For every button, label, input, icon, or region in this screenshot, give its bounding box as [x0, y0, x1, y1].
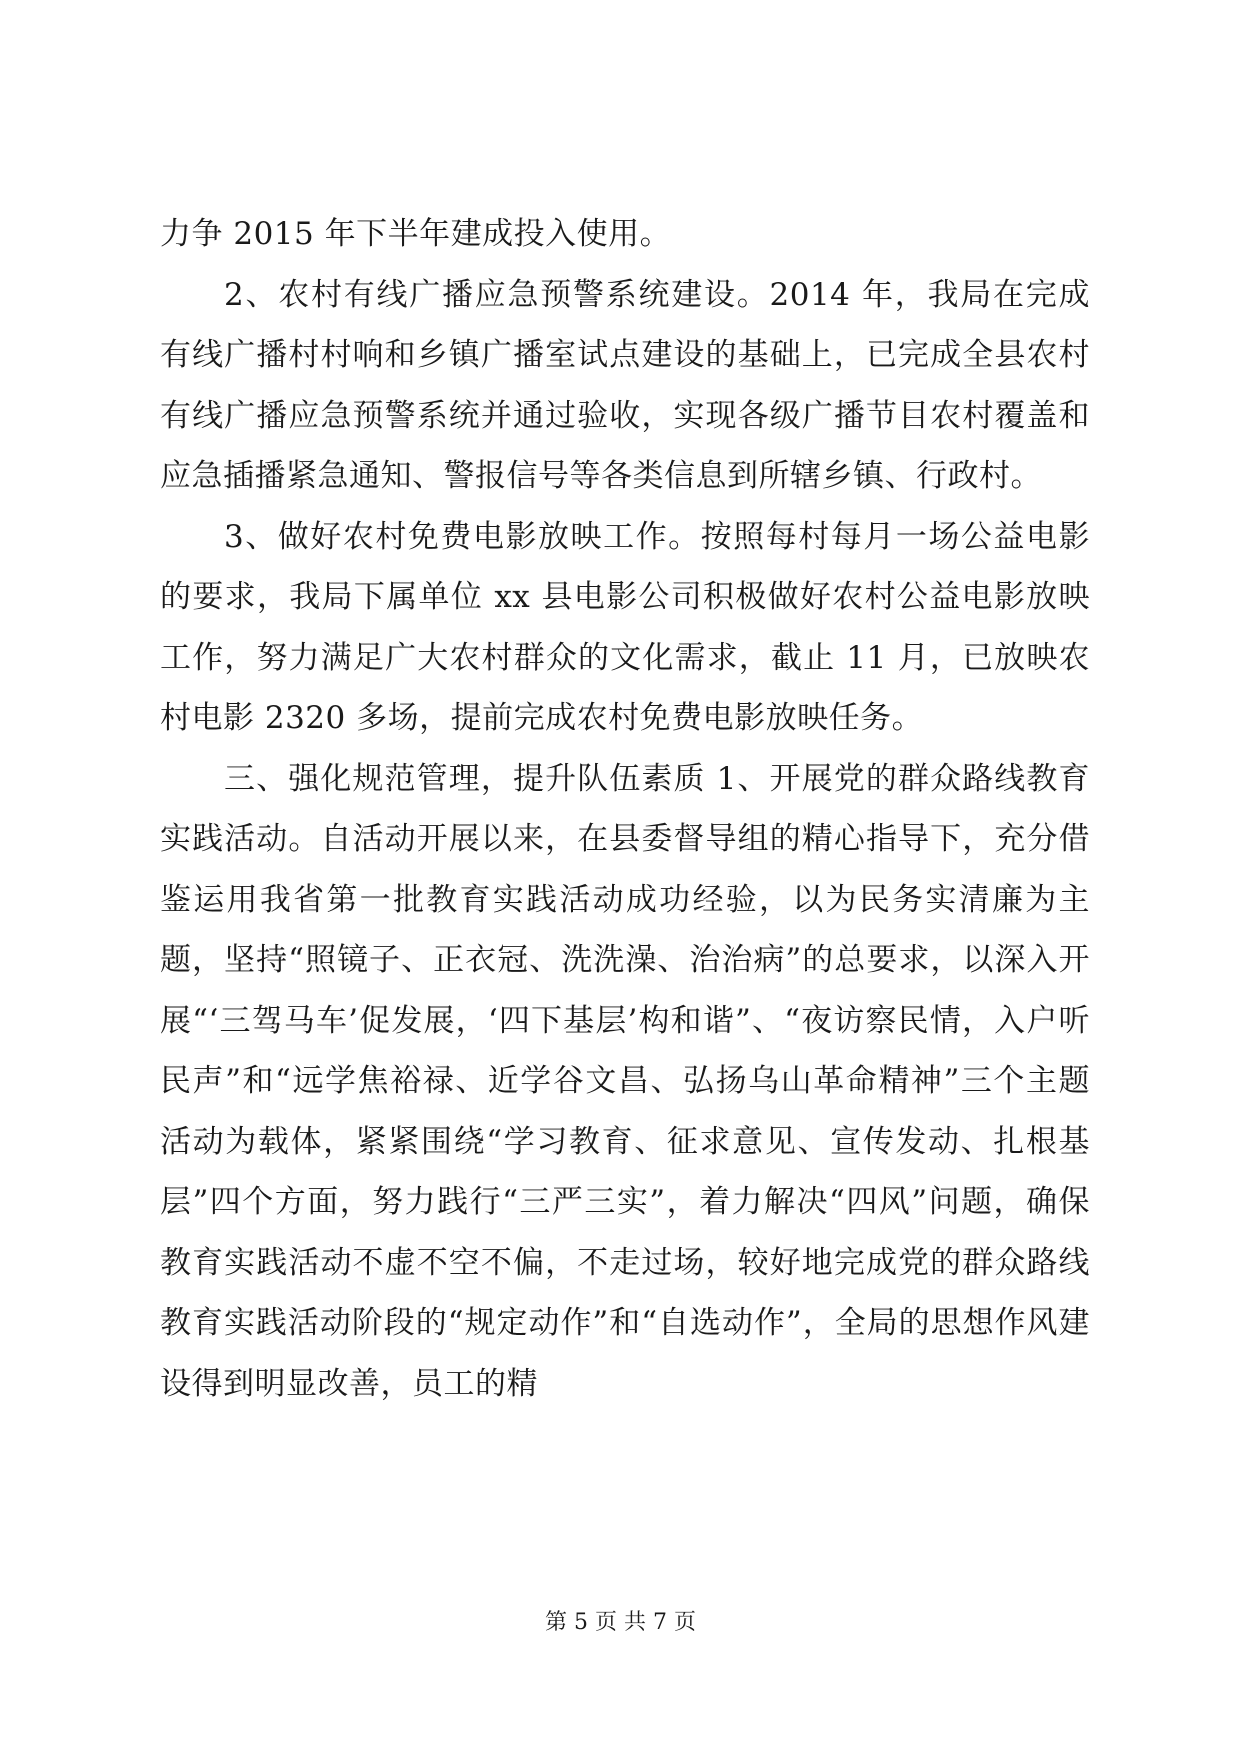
paragraph-broadcast-warning-system: 2、农村有线广播应急预警系统建设。2014 年，我局在完成有线广播村村响和乡镇广播室试点建设的基础上，已完成全县农村有线广播应急预警系统并通过验收，实现各级广播节目农村覆盖和应急插播紧急通知、警报信号等各类信息到所辖乡镇、行政村。	[160, 276, 1090, 494]
paragraph-free-film-screening: 3、做好农村免费电影放映工作。按照每村每月一场公益电影的要求，我局下属单位 xx 县电影公司积极做好农村公益电影放映工作，努力满足广大农村群众的文化需求，截止 11 月，已放映农村电影 2320 多场，提前完成农村免费电影放映任务。	[160, 518, 1090, 736]
document-body	[160, 204, 1090, 1414]
paragraph-continuation: 力争 2015 年下半年建成投入使用。	[160, 216, 672, 252]
paragraph-management-section: 三、强化规范管理，提升队伍素质 1、开展党的群众路线教育实践活动。自活动开展以来，在县委督导组的精心指导下，充分借鉴运用我省第一批教育实践活动成功经验，以为民务实清廉为主题，坚持“照镜子、正衣冠、洗洗澡、治治病”的总要求，以深入开展“‘三驾马车’促发展，‘四下基层’构和谐”、“夜访察民情，入户听民声”和“远学焦裕禄、近学谷文昌、弘扬乌山革命精神”三个主题活动为载体，紧紧围绕“学习教育、征求意见、宣传发动、扎根基层”四个方面，努力践行“三严三实”，着力解决“四风”问题，确保教育实践活动不虚不空不偏，不走过场，较好地完成党的群众路线教育实践活动阶段的“规定动作”和“自选动作”，全局的思想作风建设得到明显改善，员工的精	[160, 760, 1090, 1402]
page-number-footer: 第 5 页 共 7 页	[545, 1610, 696, 1635]
